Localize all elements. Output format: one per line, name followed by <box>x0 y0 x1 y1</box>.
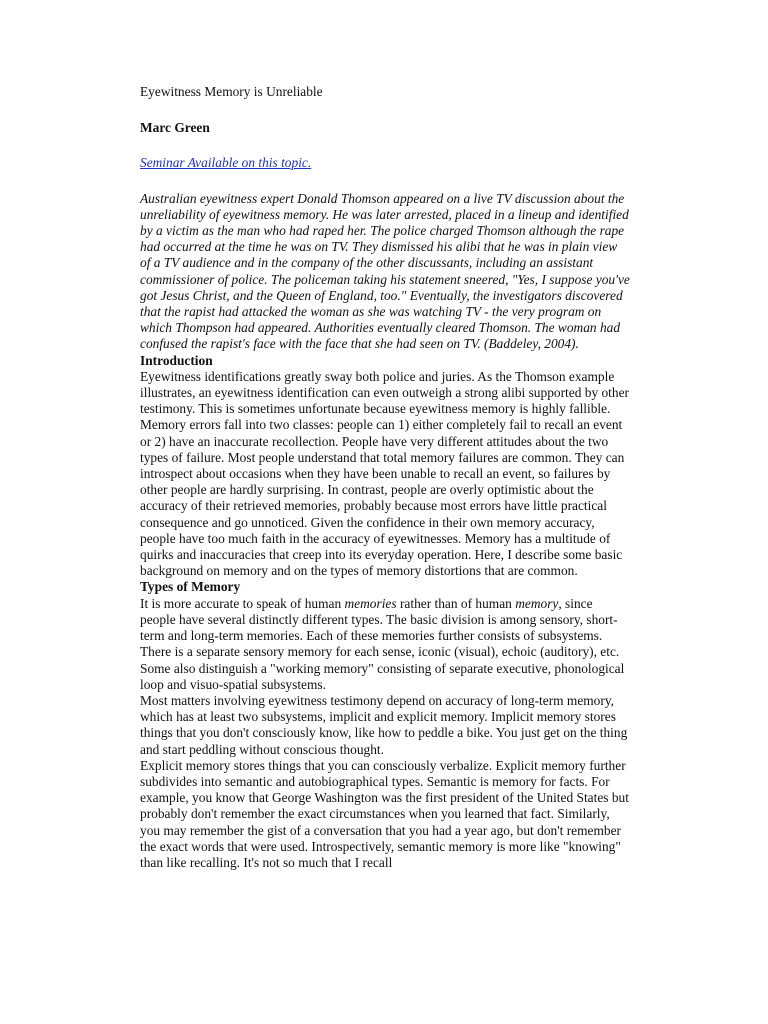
author-name: Marc Green <box>140 120 210 136</box>
intro-paragraph: Australian eyewitness expert Donald Thomson appeared on a live TV discussion about the unreliability of eyewitness memory. He was later arrested, placed in a lineup and identified by a victim as the man who had raped her. The police charged Thomson although the rape had occurred at the time he was on TV. They dismissed his alibi that he was in plain view of a TV audience and in the company of the other discussants, including an assistant commissioner of police. The policeman taking his statement sneered, "Yes, I suppose you've got Jesus Christ, and the Queen of England, too." Eventually, the investigators discovered that the rapist had attacked the woman as she was watching TV - the very program on which Thompson had appeared. Authorities eventually cleared Thomson. The woman had confused the rapist's face with the face that she had seen on TV. (Baddeley, 2004). <box>140 190 630 352</box>
section-heading-introduction: Introduction <box>140 352 213 368</box>
document-title: Eyewitness Memory is Unreliable <box>140 84 323 99</box>
document-page <box>140 84 630 871</box>
types-p1-emphasis-memories: memories <box>344 595 397 611</box>
types-paragraph-2: Most matters involving eyewitness testimony depend on accuracy of long-term memory, which has at least two subsystems, implicit and explicit memory. Implicit memory stores things that you don't consciously know, like how to peddle a bike. You just get on the thing and start peddling without conscious thought. <box>140 692 628 757</box>
types-p1-text-a: It is more accurate to speak of human <box>140 595 345 611</box>
seminar-link[interactable]: Seminar Available on this topic. <box>140 155 312 171</box>
introduction-paragraph: Eyewitness identifications greatly sway both police and juries. As the Thomson example illustrates, an eyewitness identification can even outweigh a strong alibi supported by other testimony. This is sometimes unfortunate because eyewitness memory is highly fallible. Memory errors fall into two classes: people can 1) either completely fail to recall an event or 2) have an inaccurate recollection. People have very different attitudes about the two types of failure. Most people understand that total memory failures are common. They can introspect about occasions when they have been unable to recall an event, so failures by other people are hardly surprising. In contrast, people are overly optimistic about the accuracy of their retrieved memories, probably because most errors have little practical consequence and go unnoticed. Given the confidence in their own memory accuracy, people have too much faith in the accuracy of eyewitnesses. Memory has a multitude of quirks and inaccuracies that creep into its everyday operation. Here, I describe some basic background on memory and on the types of memory distortions that are common. <box>140 368 630 579</box>
types-paragraph-3: Explicit memory stores things that you can consciously verbalize. Explicit memory further subdivides into semantic and autobiographical types. Semantic is memory for facts. For example, you know that George Washington was the first president of the United States but probably don't remember the exact circumstances when you learned that fact. Similarly, you may remember the gist of a conversation that you had a year ago, but don't remember the exact words that were used. Introspectively, semantic memory is more like "knowing" than like recalling. It's not so much that I recall <box>140 757 629 870</box>
types-p1-text-b: rather than of human <box>396 595 516 611</box>
types-p1-emphasis-memory: memory <box>515 595 559 611</box>
types-paragraph-1 <box>140 596 630 693</box>
types-p1-text-c: , since people have several distinctly different types. The basic division is among sensory, short-term and long-term memories. Each of these memories further consists of subsystems. There is a separate sensory memory for each sense, iconic (visual), echoic (auditory), etc. Some also distinguish a "working memory" consisting of separate executive, phonological loop and visuo-spatial subsystems. <box>140 595 625 692</box>
section-heading-types-of-memory: Types of Memory <box>140 579 241 595</box>
